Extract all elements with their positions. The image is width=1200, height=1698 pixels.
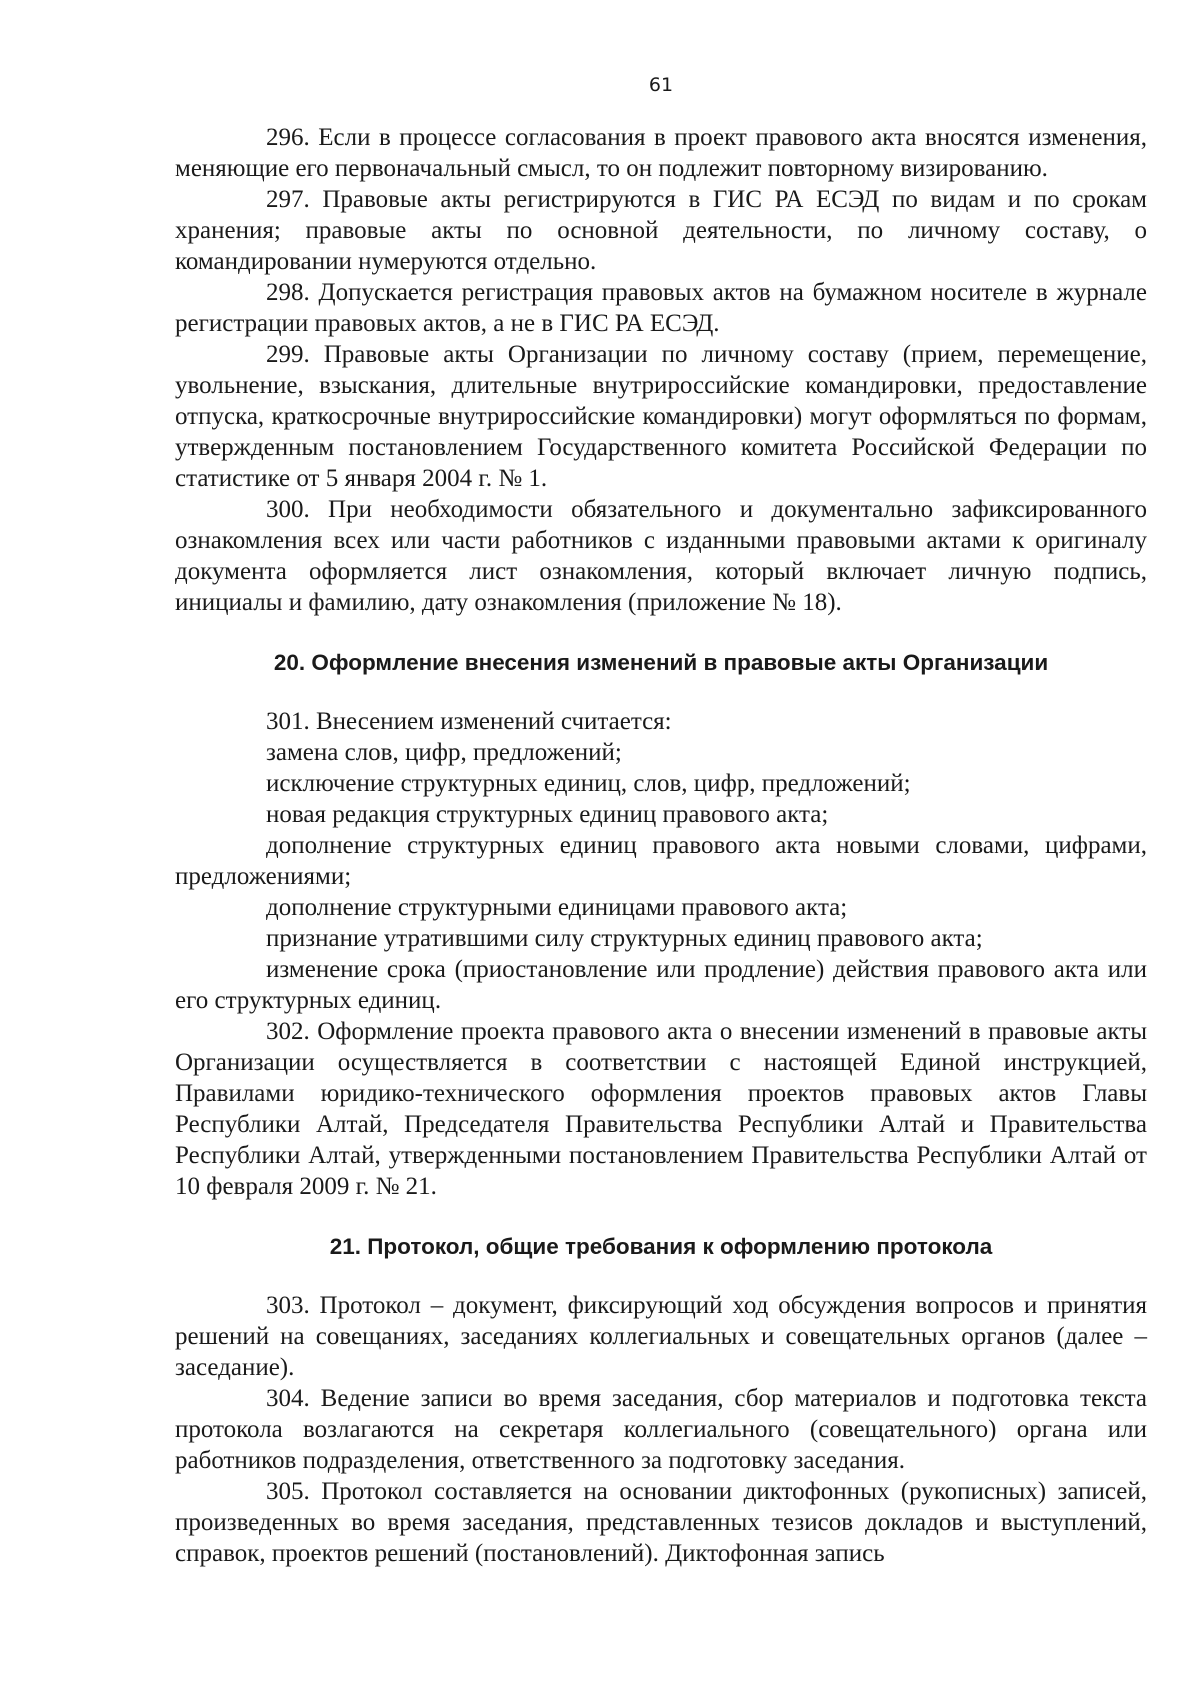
list-item: дополнение структурных единиц правового акта новыми словами, цифрами, предложениями;: [175, 832, 1147, 890]
list-item: дополнение структурными единицами правового акта;: [266, 894, 848, 921]
page-number: 61: [648, 74, 674, 96]
paragraph-group-2: [175, 706, 1147, 1202]
paragraph-296: 296. Если в процессе согласования в проект правового акта вносятся изменения, меняющие его первоначальный смысл, то он подлежит повторному визированию.: [175, 124, 1147, 182]
paragraph-297: 297. Правовые акты регистрируются в ГИС РА ЕСЭД по видам и по срокам хранения; правовые акты по основной деятельности, по личному составу, о командировании нумеруются отдельно.: [175, 186, 1147, 275]
list-item: изменение срока (приостановление или продление) действия правового акта или его структурных единиц.: [175, 956, 1147, 1014]
paragraph-299: 299. Правовые акты Организации по личному составу (прием, перемещение, увольнение, взыскания, длительные внутрироссийские командировки, предоставление отпуска, краткосрочные внутрироссийские командировки) могут оформляться по формам, утвержденным постановлением Государственного комитета Российской Федерации по статистике от 5 января 2004 г. № 1.: [175, 341, 1147, 492]
paragraph-group-3: [175, 1290, 1147, 1569]
list-item: признание утратившими силу структурных единиц правового акта;: [266, 925, 983, 952]
list-item: новая редакция структурных единиц правового акта;: [266, 801, 829, 828]
paragraph-group-1: [175, 122, 1147, 618]
paragraph-305: 305. Протокол составляется на основании диктофонных (рукописных) записей, произведенных во время заседания, представленных тезисов докладов и выступлений, справок, проектов решений (постановлений). Диктофонная запись: [175, 1478, 1147, 1567]
document-page: [175, 72, 1147, 1569]
paragraph-300: 300. При необходимости обязательного и документально зафиксированного ознакомления всех или части работников с изданными правовыми актами к оригиналу документа оформляется лист ознакомления, который включает личную подпись, инициалы и фамилию, дату ознакомления (приложение № 18).: [175, 496, 1147, 616]
paragraph-304: 304. Ведение записи во время заседания, сбор материалов и подготовка текста протокола возлагаются на секретаря коллегиального (совещательного) органа или работников подразделения, ответственного за подготовку заседания.: [175, 1385, 1147, 1474]
paragraph-303: 303. Протокол – документ, фиксирующий ход обсуждения вопросов и принятия решений на совещаниях, заседаниях коллегиальных и совещательных органов (далее – заседание).: [175, 1292, 1147, 1381]
paragraph-298: 298. Допускается регистрация правовых актов на бумажном носителе в журнале регистрации правовых актов, а не в ГИС РА ЕСЭД.: [175, 279, 1147, 337]
paragraph-301: 301. Внесением изменений считается:: [266, 708, 672, 735]
section-heading-21: 21. Протокол, общие требования к оформлению протокола: [329, 1234, 993, 1259]
section-heading-20: 20. Оформление внесения изменений в правовые акты Организации: [273, 650, 1049, 675]
list-item: замена слов, цифр, предложений;: [266, 739, 622, 766]
list-item: исключение структурных единиц, слов, цифр, предложений;: [266, 770, 911, 797]
paragraph-302: 302. Оформление проекта правового акта о внесении изменений в правовые акты Организации осуществляется в соответствии с настоящей Единой инструкцией, Правилами юридико-технического оформления проектов правовых актов Главы Республики Алтай, Председателя Правительства Республики Алтай и Правительства Республики Алтай, утвержденными постановлением Правительства Республики Алтай от 10 февраля 2009 г. № 21.: [175, 1018, 1147, 1200]
